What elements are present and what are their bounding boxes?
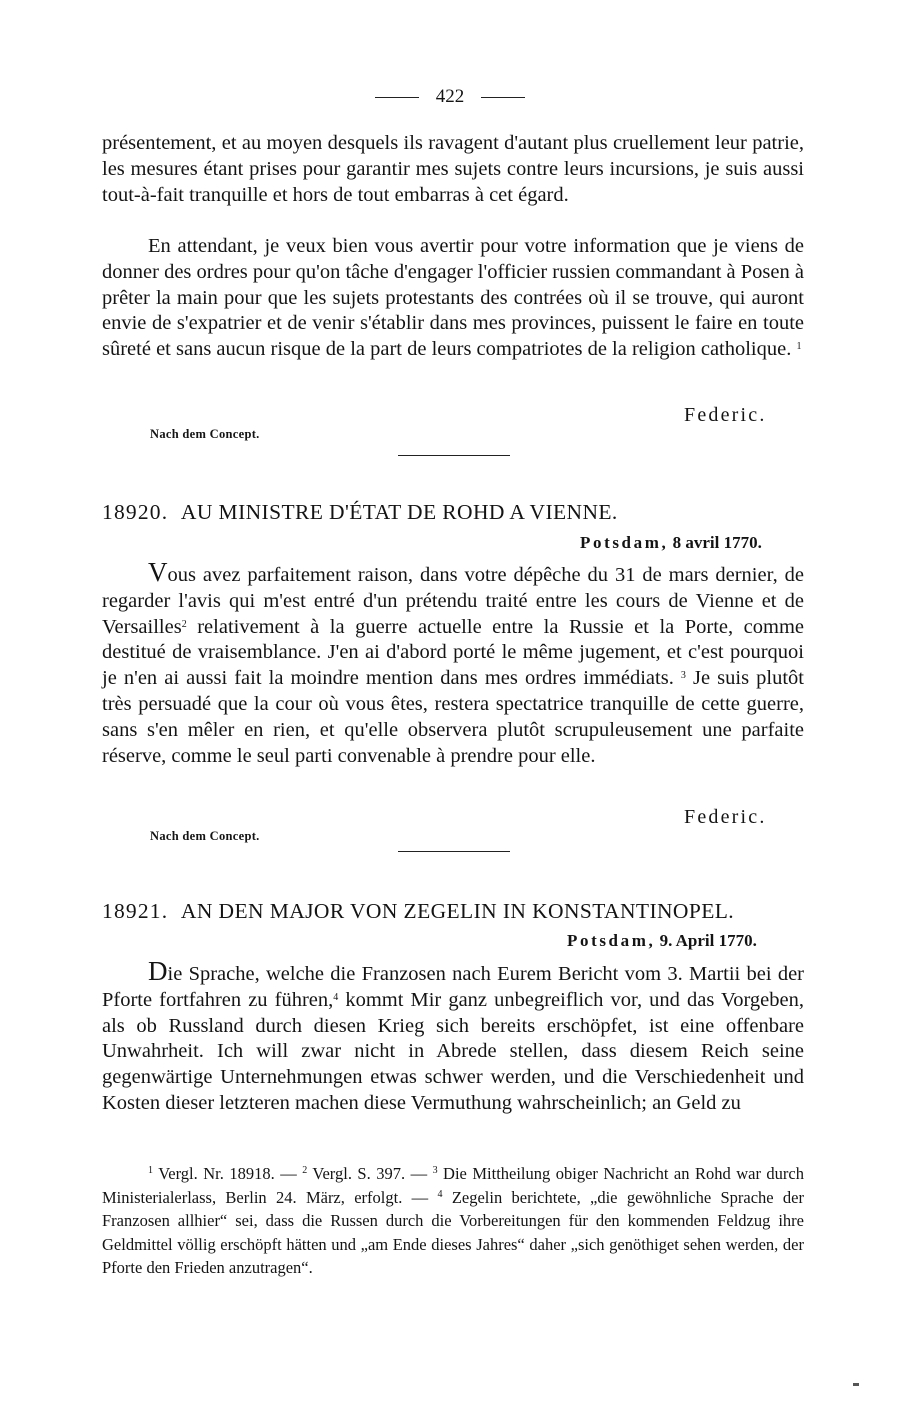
letter-body-18921	[102, 956, 804, 1117]
dateline-place: Potsdam,	[567, 931, 656, 950]
footnote-1: Vergl. Nr. 18918. —	[158, 1164, 297, 1183]
letter-body-part-1: ous avez parfaitement raison, dans votre dépêche du 31 de mars dernier, de regarder l'avis qui m'est entré d'un prétendu traité entre les cours de Vienne et de Versailles	[102, 564, 804, 638]
letter-title: AU MINISTRE D'ÉTAT DE ROHD A VIENNE.	[180, 500, 618, 524]
letter-title: AN DEN MAJOR VON ZEGELIN IN KONSTANTINOPEL.	[180, 899, 735, 923]
letter-body-part-2: relativement à la guerre actuelle entre la Russie et la Porte, comme destitué de vraisemblance. J'en ai d'abord porté le même jugement, et c'est pourquoi je n'en ai aussi fait la moindre mention dans mes ordres immédiats.	[102, 615, 804, 690]
initial-letter: D	[148, 956, 168, 986]
letter-dateline-18920	[580, 533, 762, 553]
footnote-marker-3: 3	[432, 1165, 438, 1176]
letter-body-part-2: kommt Mir ganz unbegreiflich vor, und das Vorgeben, als ob Russland durch diesen Krieg sich bereits erschöpfet, ist eine offenbare Unwahrheit. Ich will zwar nicht in Abrede stellen, dass diesem Reich seine gegenwärtige Unternehmungen etwas schwer werden, und die Verschiedenheit und Kosten dieser letzteren machen diese Vermuthung wahrscheinlich; an Geld zu	[102, 988, 804, 1114]
dateline-date: 8 avril 1770.	[672, 533, 762, 552]
footnote-4: Zegelin berichtete, „die gewöhnliche Sprache der Franzosen allhier“ sei, dass die Russen durch die Vorbereitungen für den kommenden Feldzug ihre Geldmittel völlig erschöpft hätten und „am Ende dieses Jahres“ daher „sich genöthiget sehen werden, der Pforte den Frieden anzutragen“.	[102, 1187, 805, 1278]
footnote-2: Vergl. S. 397. —	[312, 1164, 428, 1183]
letter-heading-18920	[102, 500, 804, 525]
dateline-place: Potsdam,	[580, 533, 669, 552]
page-number: 422	[435, 86, 465, 107]
section-separator-2	[398, 851, 510, 852]
letter-number: 18921.	[102, 899, 169, 923]
letter-body-part-3: Je suis plutôt très persuadé que la cour où vous êtes, restera spectatrice tranquille de cette guerre, sans s'en mêler en rien, et qu'elle observera plutôt scrupuleusement une parfaite réserve, comme le seul parti convenable à prendre pour elle.	[102, 667, 805, 767]
footnote-ref-1: 1	[796, 341, 802, 353]
section-separator-1	[398, 455, 510, 456]
footnote-ref-4: 4	[333, 991, 339, 1003]
scan-mark	[853, 1383, 859, 1386]
signature-18920: Federic.	[684, 806, 767, 828]
letter-dateline-18921	[567, 931, 757, 951]
intro-paragraph-1-text: présentement, et au moyen desquels ils ravagent d'autant plus cruellement leur patrie, les mesures étant prises pour garantir mes sujets contre leurs incursions, je suis aussi tout-à-fait tranquille et hors de tout embarras à cet égard.	[102, 132, 804, 206]
letter-heading-18921	[102, 899, 804, 924]
source-note-18920: Nach dem Concept.	[150, 829, 260, 843]
footnotes	[102, 1162, 804, 1280]
footnote-marker-2: 2	[302, 1165, 308, 1176]
footnote-marker-1: 1	[148, 1165, 153, 1176]
letter-number: 18920.	[102, 500, 169, 524]
initial-letter: V	[148, 557, 168, 587]
footnote-marker-4: 4	[437, 1188, 443, 1200]
intro-paragraph-2	[102, 234, 804, 363]
intro-paragraph-2-text: En attendant, je veux bien vous avertir pour votre information que je viens de donner des ordres pour qu'on tâche d'engager l'officier russien commandant à Posen à prêter la main pour que les sujets protestants des contrées où il se trouve, qui auront envie de s'expatrier et de venir s'établir dans mes provinces, puissent le faire en toute sûreté et sans aucun risque de la part de leurs compatriotes de la religion catholique.	[102, 235, 804, 361]
letter-body-part-1: ie Sprache, welche die Franzosen nach Eurem Bericht vom 3. Martii bei der Pforte fortfahren zu führen,	[102, 963, 804, 1011]
header-dash-right	[481, 97, 525, 98]
dateline-date: 9. April 1770.	[659, 931, 757, 950]
intro-paragraph-1	[102, 131, 804, 208]
letter-body-18920	[102, 557, 805, 769]
page-header	[0, 86, 900, 108]
source-note-intro: Nach dem Concept.	[150, 427, 260, 441]
footnote-3: Die Mittheilung obiger Nachricht an Rohd war durch Ministerialerlass, Berlin 24. März, erfolgt. —	[102, 1164, 804, 1207]
footnote-ref-2: 2	[181, 618, 187, 630]
header-dash-left	[375, 97, 419, 98]
signature-intro: Federic.	[684, 404, 767, 426]
footnote-ref-3: 3	[680, 670, 686, 682]
